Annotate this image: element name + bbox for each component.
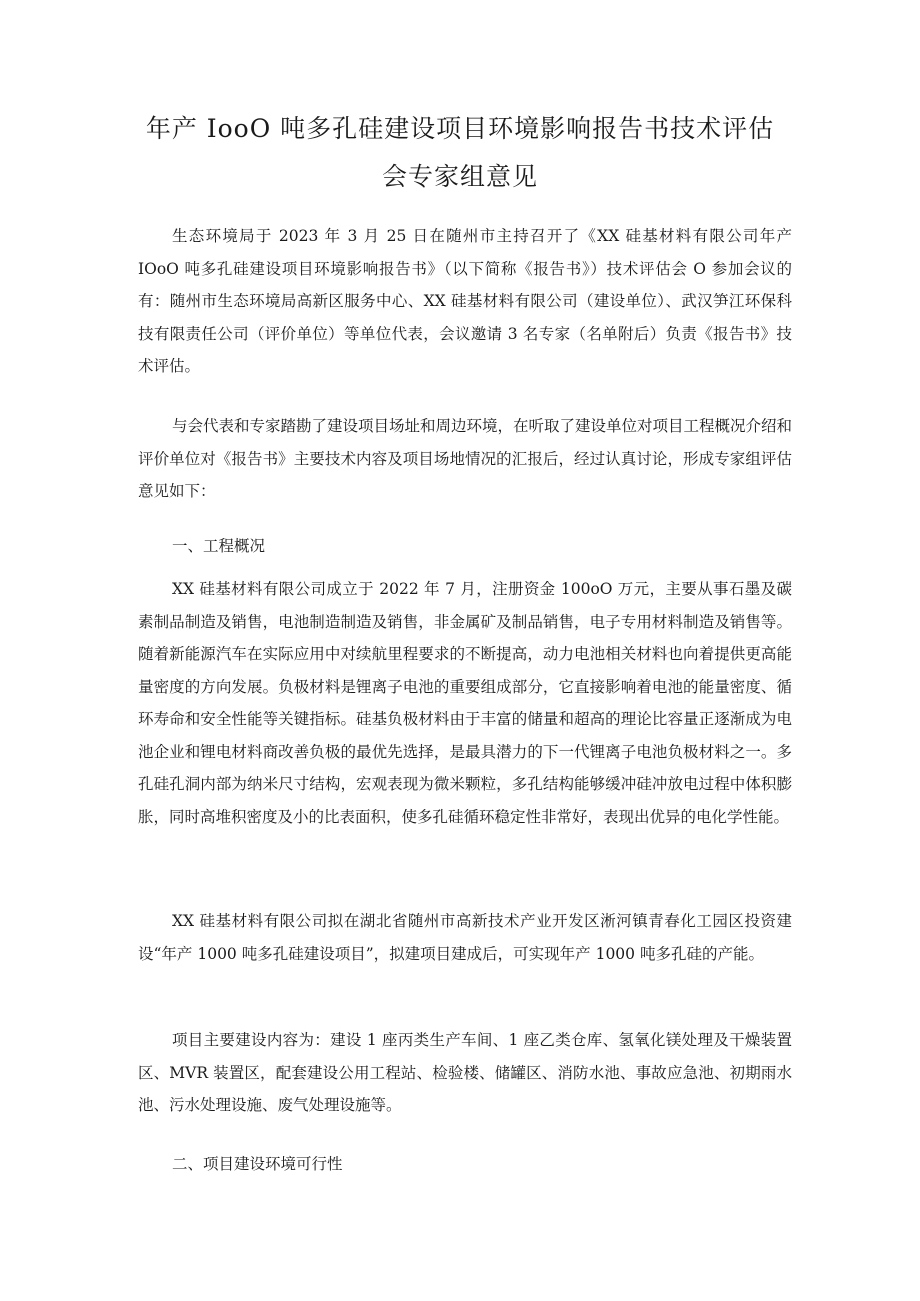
paragraph-company-overview: XX 硅基材料有限公司成立于 2022 年 7 月，注册资金 100oO 万元，主要从事石墨及碳素制品制造及销售，电池制造制造及销售，非金属矿及制品销售，电子专用材料制造及销售等。随着新能源汽车在实际应用中对续航里程要求的不断提高，动力电池相关材料也向着提供更高能量密度的方向发展。负极材料是锂离子电池的重要组成部分，它直接影响着电池的能量密度、循环寿命和安全性能等关键指标。硅基负极材料由于丰富的储量和超高的理论比容量正逐渐成为电池企业和锂电材料商改善负极的最优先选择，是最具潜力的下一代锂离子电池负极材料之一。多孔硅孔洞内部为纳米尺寸结构，宏观表现为微米颗粒，多孔结构能够缓冲硅冲放电过程中体积膨胀，同时高堆积密度及小的比表面积，使多孔硅循环稳定性非常好，表现出优异的电化学性能。 [138,580,792,826]
section-heading-environmental-feasibility: 二、项目建设环境可行性 [172,1155,343,1173]
paragraph-site-visit: 与会代表和专家踏勘了建设项目场址和周边环境，在听取了建设单位对项目工程概况介绍和评价单位对《报告书》主要技术内容及项目场地情况的汇报后，经过认真讨论，形成专家组评估意见如下： [138,417,793,500]
paragraph-construction-content: 项目主要建设内容为：建设 1 座丙类生产车间、1 座乙类仓库、氢氧化镁处理及干燥装置区、MVR 装置区，配套建设公用工程站、检验楼、储罐区、消防水池、事故应急池、初期雨水池、污水处理设施、废气处理设施等。 [138,1031,792,1114]
paragraph-intro: 生态环境局于 2023 年 3 月 25 日在随州市主持召开了《XX 硅基材料有限公司年产 IOoO 吨多孔硅建设项目环境影响报告书》（以下简称《报告书》）技术评估会 O 参加会议的有：随州市生态环境局高新区服务中心、XX 硅基材料有限公司（建设单位）、武汉笋江环保科技有限责任公司（评价单位）等单位代表，会议邀请 3 名专家（名单附后）负责《报告书》技术评估。 [138,227,792,375]
section-heading-project-overview: 一、工程概况 [172,537,266,555]
paragraph-investment-plan: XX 硅基材料有限公司拟在湖北省随州市高新技术产业开发区淅河镇青春化工园区投资建设“年产 1000 吨多孔硅建设项目”，拟建项目建成后，可实现年产 1000 吨多孔硅的产能。 [138,912,792,963]
document-title-line1: 年产 IooO 吨多孔硅建设项目环境影响报告书技术评估 [145,114,775,143]
document-title-line2: 会专家组意见 [381,162,538,191]
